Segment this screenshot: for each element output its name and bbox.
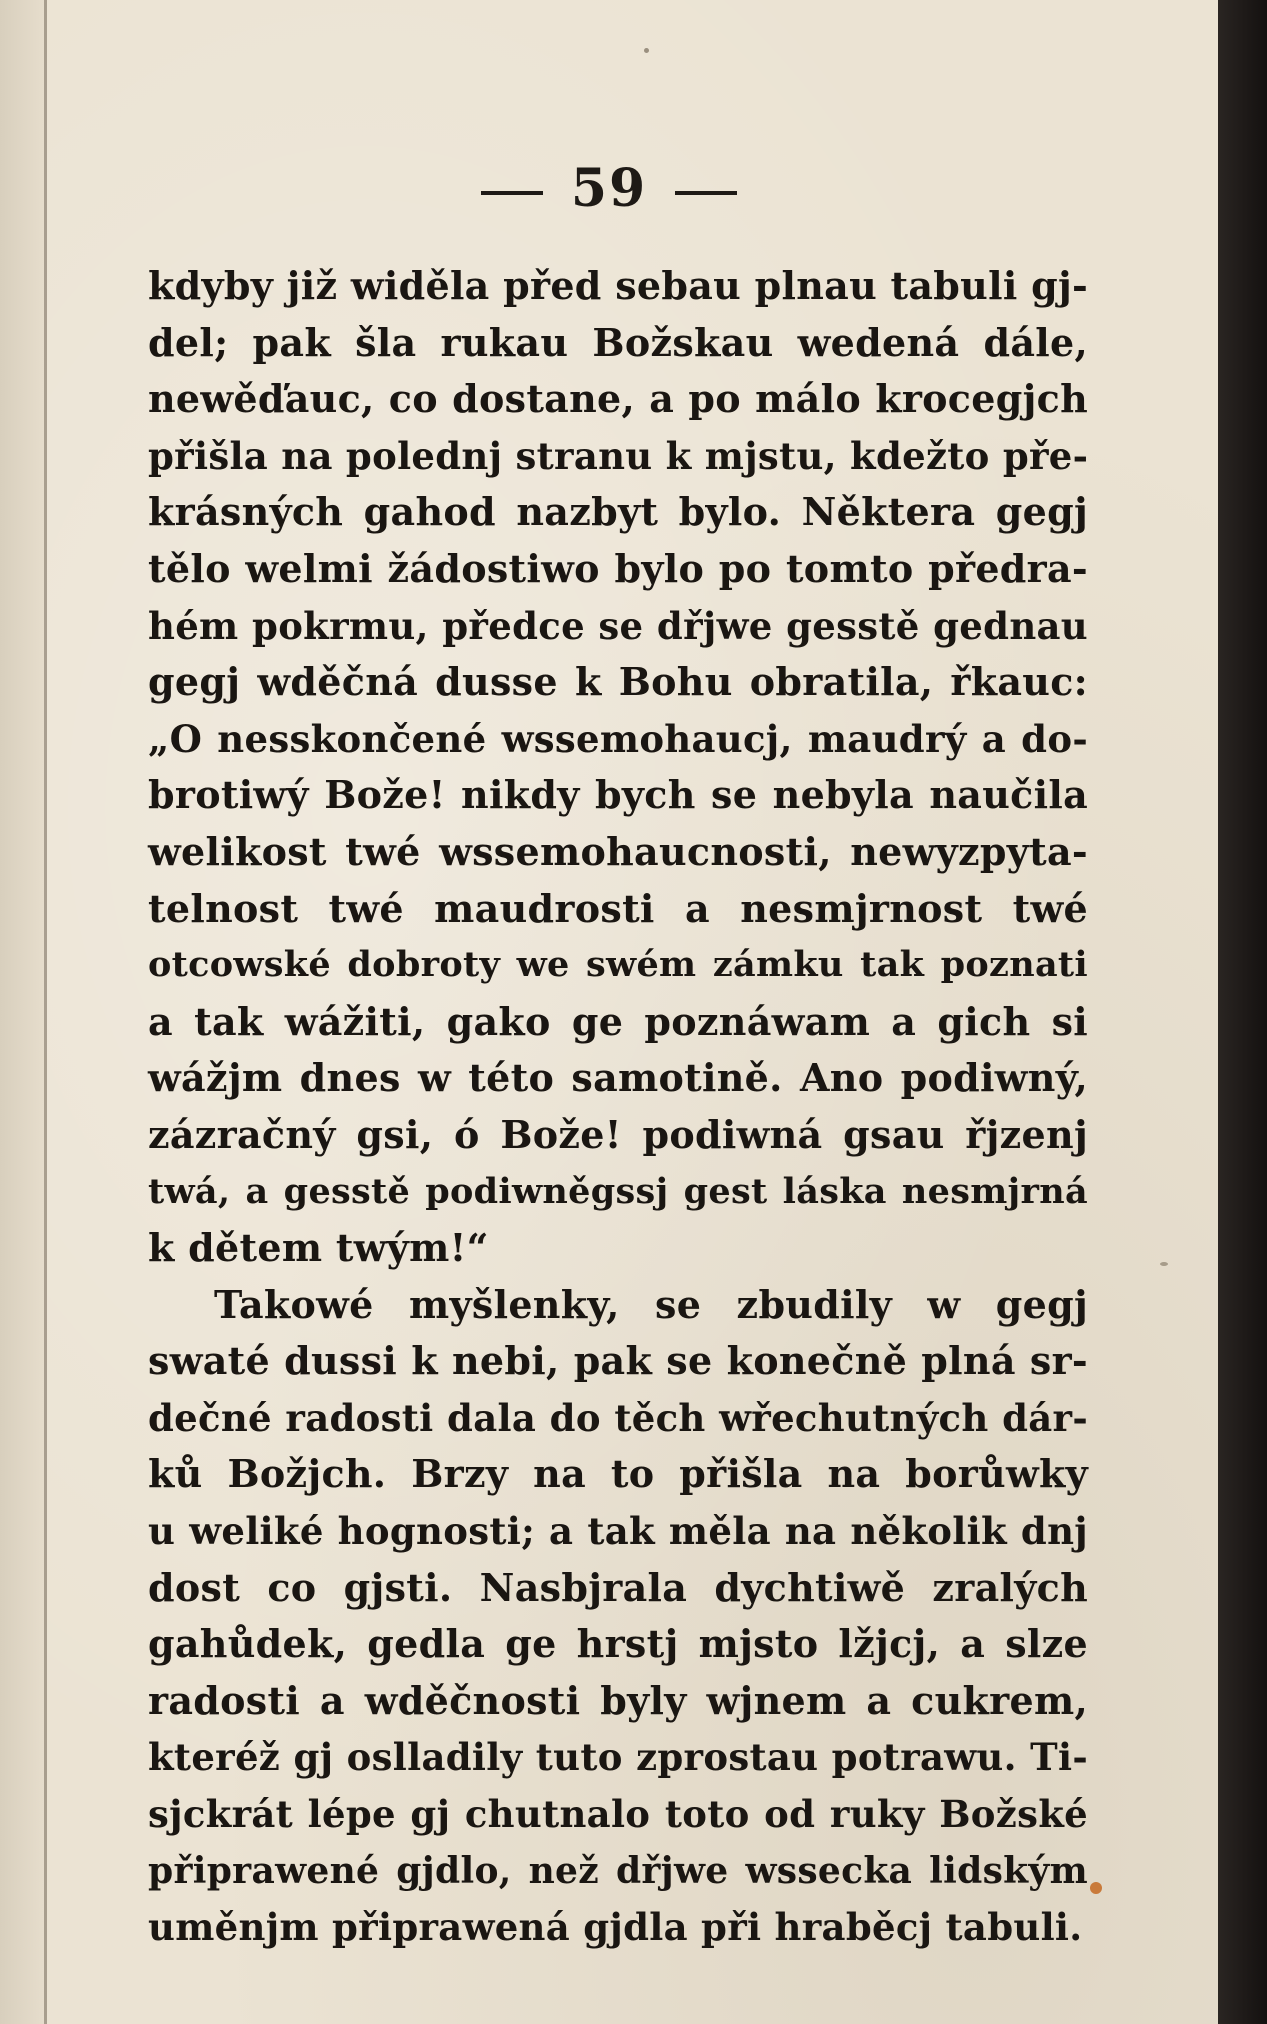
text-line: krásných gahod nazbyt bylo. Některa gegj	[148, 489, 1088, 535]
text-line: „O nesskončené wssemohaucj, maudrý a do-	[148, 716, 1088, 761]
text-line: dečné radosti dala do těch wřechutných dár-	[148, 1395, 1088, 1440]
text-line: dost co gjsti. Nasbjrala dychtiwě zralých	[148, 1564, 1088, 1610]
text-line: welikost twé wssemohaucnosti, newyzpyta-	[148, 828, 1088, 874]
text-line: otcowské dobroty we swém zámku tak poznati	[148, 944, 1088, 986]
text-line: ků Božjch. Brzy na to přišla na borůwky	[148, 1451, 1088, 1497]
gutter-shade	[0, 0, 44, 2024]
text-line: u weliké hognosti; a tak měla na několik dnj	[148, 1509, 1088, 1554]
page-number	[0, 158, 1218, 219]
page-number-dash-left	[481, 191, 543, 195]
ink-speck	[1160, 1262, 1168, 1266]
ink-speck	[644, 48, 649, 53]
text-line: sjckrát lépe gj chutnalo toto od ruky Božské	[148, 1792, 1088, 1837]
text-line: připrawené gjdlo, než dřjwe wssecka lidským	[148, 1849, 1088, 1892]
text-line: gahůdek, gedla ge hrstj mjsto lžjcj, a slze	[148, 1621, 1088, 1667]
text-line: wážjm dnes w této samotině. Ano podiwný,	[148, 1055, 1088, 1101]
text-line: hém pokrmu, předce se dřjwe gesstě gednau	[148, 603, 1088, 648]
text-line: přišla na polednj stranu k mjstu, kdežto pře-	[148, 433, 1089, 478]
text-line: swaté dussi k nebi, pak se konečně plná sr-	[148, 1338, 1088, 1384]
text-line: kteréž gj oslladily tuto zprostau potrawu. Ti-	[148, 1735, 1088, 1780]
text-line: zázračný gsi, ó Bože! podiwná gsau řjzenj	[148, 1111, 1088, 1157]
text-line: kdyby již widěla před sebau plnau tabuli gj-	[148, 263, 1089, 308]
text-line: uměnjm připrawená gjdla při hraběcj tabuli.	[148, 1905, 1083, 1950]
text-line: newěďauc, co dostane, a po málo krocegjch	[148, 376, 1088, 422]
binding-edge	[44, 0, 47, 2024]
text-line: gegj wděčná dusse k Bohu obratila, řkauc:	[148, 659, 1088, 705]
text-line: k dětem twým!“	[148, 1225, 489, 1271]
page-number-dash-right	[675, 191, 737, 195]
ink-speck	[1090, 1882, 1102, 1894]
text-line: telnost twé maudrosti a nesmjrnost twé	[148, 885, 1088, 931]
text-line: Takowé myšlenky, se zbudily w gegj	[214, 1281, 1088, 1327]
text-line: tělo welmi žádostiwo bylo po tomto předra-	[148, 545, 1088, 591]
body-text	[148, 258, 1088, 1956]
page-number-value: 59	[570, 158, 648, 219]
text-line: a tak wážiti, gako ge poznáwam a gich si	[148, 998, 1088, 1044]
text-line: radosti a wděčnosti byly wjnem a cukrem,	[148, 1677, 1088, 1723]
text-line: brotiwý Bože! nikdy bych se nebyla naučila	[148, 772, 1088, 818]
text-line: twá, a gesstě podiwněgssj gest láska nesmjrná	[148, 1170, 1088, 1212]
book-edge-shadow	[1218, 0, 1267, 2024]
text-line: del; pak šla rukau Božskau wedená dále,	[148, 319, 1088, 365]
